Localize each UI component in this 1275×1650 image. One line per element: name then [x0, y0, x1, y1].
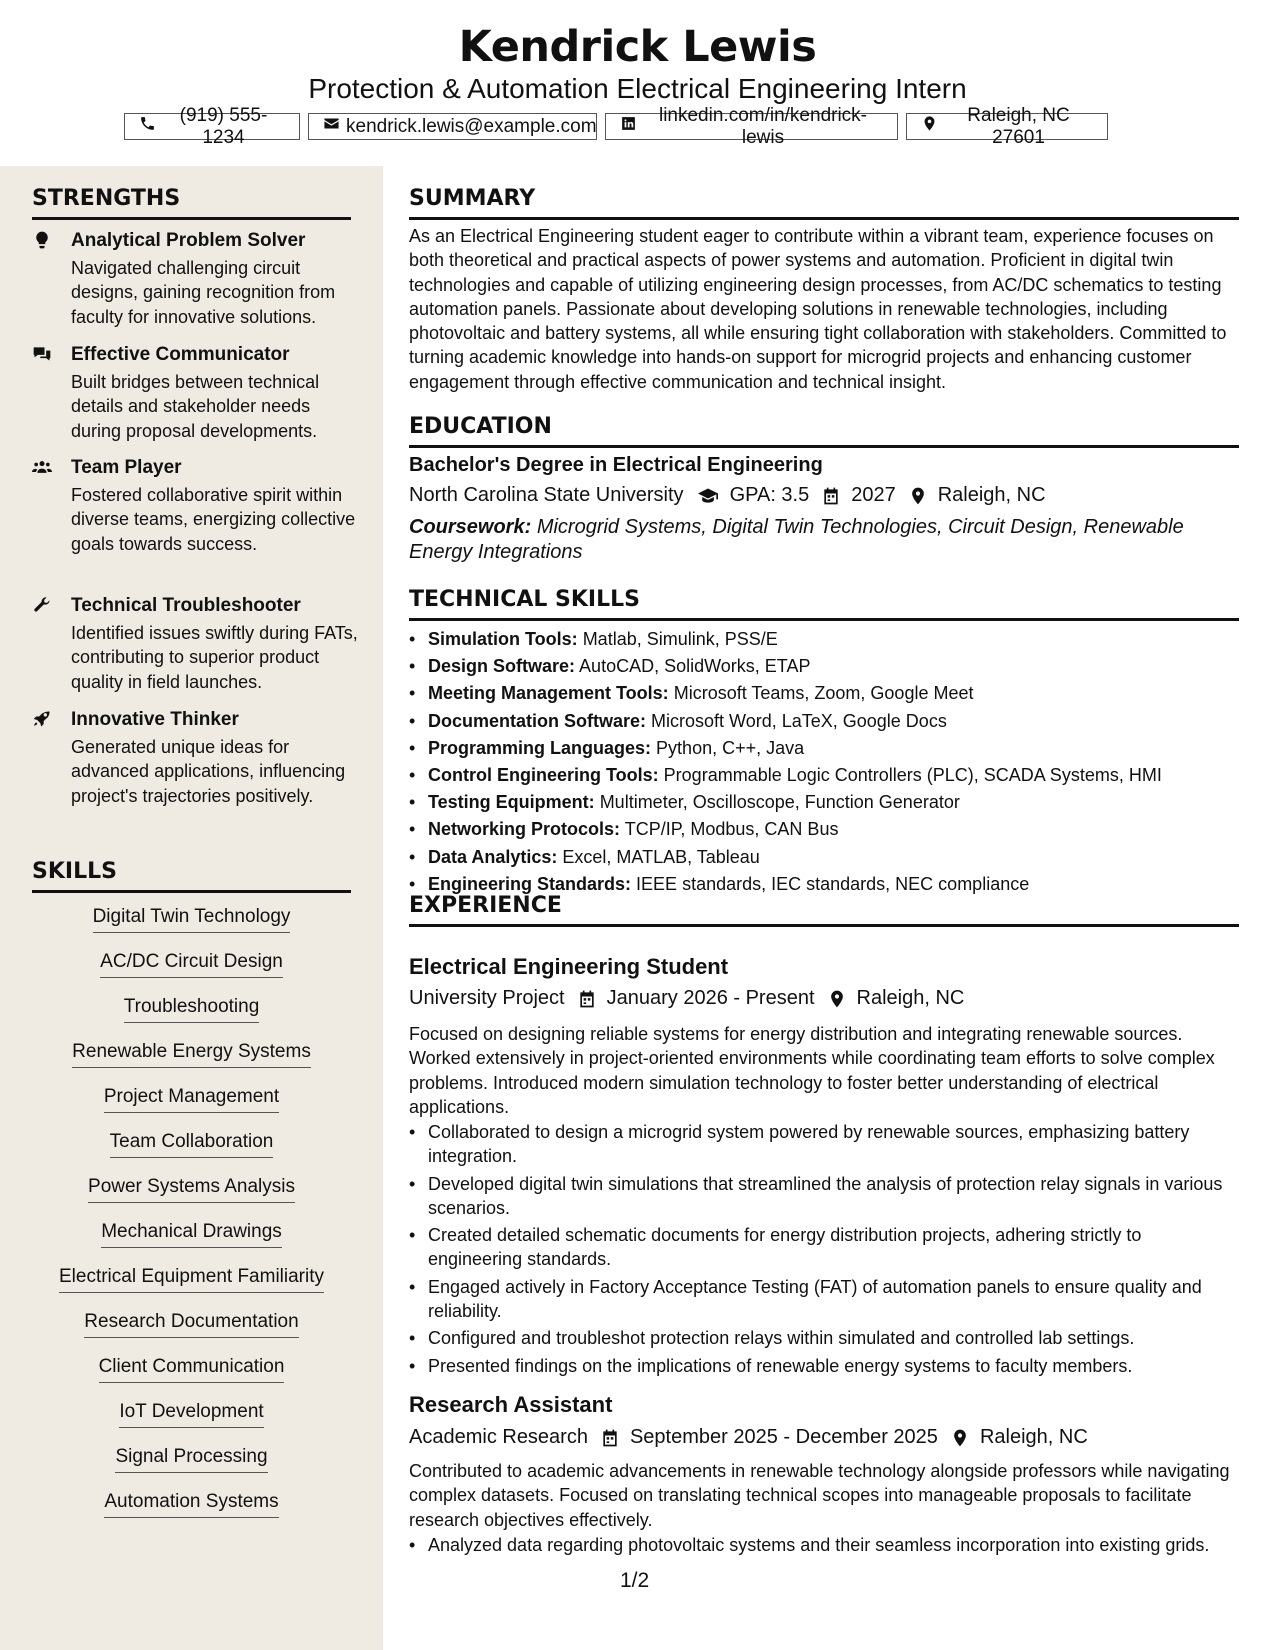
candidate-name: Kendrick Lewis [458, 22, 817, 72]
list-item: • Developed digital twin simulations that streamlined the analysis of protection relay signals in various scenarios. [409, 1172, 1239, 1221]
map-marker-icon [908, 486, 928, 506]
list-item: • Configured and troubleshot protection relays within simulated and controlled lab settings. [409, 1326, 1239, 1350]
strength-title: Innovative Thinker [71, 709, 239, 730]
skill-label: IoT Development [119, 1401, 263, 1428]
skill-values: Microsoft Teams, Zoom, Google Meet [673, 683, 974, 704]
skill-values: AutoCAD, SolidWorks, ETAP [579, 656, 811, 677]
job-organization: Academic Research [409, 1426, 588, 1448]
skill-label: Troubleshooting [124, 996, 260, 1023]
job-dates: January 2026 - Present [606, 987, 815, 1009]
skill-item [32, 1266, 351, 1296]
education-heading: EDUCATION [409, 414, 1239, 448]
envelope-icon [323, 115, 340, 138]
skill-values: Multimeter, Oscilloscope, Function Generator [599, 792, 960, 813]
rocket-icon [32, 709, 54, 731]
job-title: Research Assistant [409, 1392, 613, 1417]
list-item: • Analyzed data regarding photovoltaic systems and their seamless incorporation into existing grids. [409, 1533, 1239, 1557]
contact-bar [124, 104, 1108, 148]
skill-label: Electrical Equipment Familiarity [59, 1266, 324, 1293]
list-item: • Created detailed schematic documents for energy distribution projects, adhering strictly to engineering standards. [409, 1223, 1239, 1272]
skill-category: Control Engineering Tools: [428, 764, 659, 785]
phone-icon [139, 115, 156, 138]
summary-text: As an Electrical Engineering student eager to contribute within a vibrant team, experience focuses on both theoretical and practical aspects of power systems and automation. Proficient in digital twin technologies and capable of utilizing engineering design processes, from AC/DC schematics to testing automation panels. Passionate about developing solutions in renewable technologies, including photovoltaic and battery systems, all while ensuring tight collaboration with stakeholders. Committed to turning academic knowledge into hands-on support for microgrid projects and enhancing customer engagement through effective communication and technical insight. [409, 226, 1227, 392]
contact-phone[interactable] [124, 104, 300, 148]
job-description: Contributed to academic advancements in renewable technology alongside professors while navigating complex datasets. Focused on translating technical scopes into manageable proposals to facilitate research objectives effectively. [409, 1461, 1230, 1530]
skill-category: Design Software: [428, 656, 576, 677]
strength-description: Navigated challenging circuit designs, gaining recognition from faculty for innovative solutions. [71, 258, 336, 327]
strength-title: Technical Troubleshooter [71, 595, 301, 616]
list-item [409, 681, 1239, 708]
gpa: GPA: 3.5 [729, 484, 810, 506]
job-bullets [409, 1533, 1239, 1560]
skill-label: Digital Twin Technology [93, 906, 291, 933]
comments-icon [32, 344, 54, 366]
skill-values: Programmable Logic Controllers (PLC), SCADA Systems, HMI [663, 764, 1162, 785]
contact-linkedin-text: linkedin.com/in/kendrick-lewis [658, 104, 868, 148]
calendar-icon [821, 486, 841, 506]
skill-values: IEEE standards, IEC standards, NEC compliance [636, 873, 1030, 894]
map-marker-icon [950, 1428, 970, 1448]
graduation-cap-icon [696, 486, 720, 506]
technical-skills-heading: TECHNICAL SKILLS [409, 587, 1239, 621]
job-description: Focused on designing reliable systems for energy distribution and integrating renewable sources. Worked extensively in project-oriented environments while coordinating team efforts to solve complex problems. Introduced modern simulation technology to foster better understanding of electrical applications. [409, 1024, 1215, 1117]
skill-item [32, 1311, 351, 1341]
sidebar [0, 166, 383, 1650]
list-item [409, 845, 1239, 872]
strengths-heading: STRENGTHS [32, 186, 351, 220]
skill-values: Microsoft Word, LaTeX, Google Docs [651, 710, 947, 731]
summary-heading: SUMMARY [409, 186, 1239, 220]
list-item [409, 709, 1239, 736]
strength-description: Built bridges between technical details and stakeholder needs during proposal developments. [71, 372, 320, 441]
skill-values: Python, C++, Java [656, 737, 805, 758]
skill-category: Simulation Tools: [428, 629, 578, 649]
skill-item [32, 1221, 351, 1251]
skill-category: Meeting Management Tools: [428, 683, 669, 704]
list-item [409, 790, 1239, 817]
skill-item [32, 1491, 351, 1521]
calendar-icon [577, 989, 597, 1009]
strength-title: Effective Communicator [71, 344, 290, 365]
job-meta [409, 1426, 1088, 1449]
map-marker-icon [827, 989, 847, 1009]
skill-label: Automation Systems [104, 1491, 278, 1518]
job-title: Electrical Engineering Student [409, 954, 729, 979]
list-item: • Engaged actively in Factory Acceptance Testing (FAT) of automation panels to ensure quality and reliability. [409, 1275, 1239, 1324]
skill-category: Testing Equipment: [428, 792, 595, 813]
list-item [409, 627, 1239, 654]
skill-values: Matlab, Simulink, PSS/E [582, 629, 778, 649]
education-meta [409, 484, 1046, 507]
skill-label: Client Communication [99, 1356, 285, 1383]
wrench-icon [32, 595, 54, 617]
skill-label: AC/DC Circuit Design [100, 951, 283, 978]
job-meta [409, 987, 964, 1010]
contact-phone-text: (919) 555-1234 [179, 104, 268, 148]
skill-item [32, 906, 351, 936]
job-dates: September 2025 - December 2025 [629, 1426, 938, 1448]
skills-heading: SKILLS [32, 859, 351, 893]
contact-location [906, 104, 1108, 148]
school-name: North Carolina State University [409, 484, 684, 506]
skill-label: Mechanical Drawings [101, 1221, 282, 1248]
list-item [409, 763, 1239, 790]
list-item: • Presented findings on the implications of renewable energy systems to faculty members. [409, 1354, 1239, 1378]
list-item [409, 654, 1239, 681]
users-icon [32, 457, 54, 479]
coursework-label: Coursework: [409, 516, 532, 538]
skill-item [32, 1041, 351, 1071]
strength-description: Generated unique ideas for advanced applications, influencing project's trajectories positively. [71, 737, 346, 806]
skill-label: Research Documentation [84, 1311, 298, 1338]
skill-category: Networking Protocols: [428, 819, 621, 840]
list-item [409, 736, 1239, 763]
skill-category: Programming Languages: [428, 737, 652, 758]
skill-item [32, 1446, 351, 1476]
contact-email[interactable] [308, 113, 597, 140]
skill-item [32, 1131, 351, 1161]
skill-category: Engineering Standards: [428, 873, 632, 894]
map-marker-icon [921, 115, 938, 138]
strength-description: Identified issues swiftly during FATs, contributing to superior product quality in field launches. [71, 623, 358, 692]
calendar-icon [600, 1428, 620, 1448]
contact-email-text: kendrick.lewis@example.com [346, 115, 597, 137]
graduation-year: 2027 [851, 484, 896, 506]
coursework-list: Microgrid Systems, Digital Twin Technologies, Circuit Design, Renewable Energy Integrations [409, 516, 1184, 563]
technical-skills-list [409, 627, 1239, 899]
list-item: • Collaborated to design a microgrid system powered by renewable sources, emphasizing battery integration. [409, 1120, 1239, 1169]
skill-values: TCP/IP, Modbus, CAN Bus [624, 819, 839, 840]
job-location: Raleigh, NC [979, 1426, 1088, 1448]
list-item [409, 817, 1239, 844]
skill-label: Power Systems Analysis [88, 1176, 295, 1203]
candidate-title: Protection & Automation Electrical Engineering Intern [308, 73, 967, 104]
skill-item [32, 1356, 351, 1386]
experience-heading: EXPERIENCE [409, 893, 1239, 927]
skill-item [32, 1086, 351, 1116]
degree-title: Bachelor's Degree in Electrical Engineering [409, 454, 823, 476]
job-location: Raleigh, NC [856, 987, 965, 1009]
strength-title: Team Player [71, 457, 182, 478]
skill-item [32, 996, 351, 1026]
page-number: 1/2 [620, 1569, 650, 1592]
contact-linkedin[interactable] [605, 104, 898, 148]
linkedin-icon [620, 115, 637, 138]
skill-item [32, 1176, 351, 1206]
skill-category: Data Analytics: [428, 846, 558, 867]
skill-category: Documentation Software: [428, 710, 647, 731]
skill-item [32, 1401, 351, 1431]
contact-location-text: Raleigh, NC 27601 [967, 104, 1070, 148]
skill-item [32, 951, 351, 981]
skill-label: Team Collaboration [110, 1131, 274, 1158]
job-bullets [409, 1120, 1239, 1381]
skill-label: Renewable Energy Systems [72, 1041, 311, 1068]
resume-header [0, 0, 1275, 166]
strength-title: Analytical Problem Solver [71, 230, 306, 251]
job-organization: University Project [409, 987, 565, 1009]
skill-label: Signal Processing [115, 1446, 267, 1473]
skill-label: Project Management [104, 1086, 279, 1113]
strength-description: Fostered collaborative spirit within diverse teams, energizing collective goals towards success. [71, 485, 356, 554]
education-location: Raleigh, NC [937, 484, 1046, 506]
lightbulb-icon [32, 230, 54, 252]
skill-values: Excel, MATLAB, Tableau [562, 846, 760, 867]
coursework [409, 515, 1209, 564]
